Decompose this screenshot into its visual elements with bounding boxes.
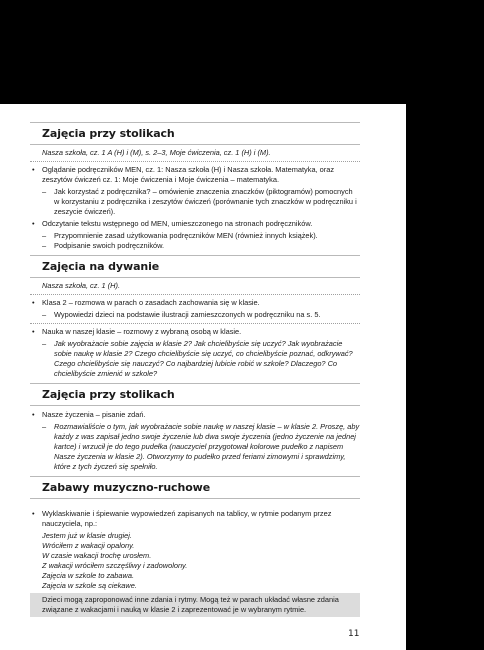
bullet-text: Oglądanie podręczników MEN, cz. 1: Nasza szkoła (H) i Nasza szkoła. Matematyka, oraz zeszytów ćwiczeń cz. 1: Moje ćwiczenia i Moje ćwiczenia – matematyka. xyxy=(42,165,335,184)
section-title: Zajęcia przy stolikach xyxy=(42,127,175,140)
section-title: Zabawy muzyczno-ruchowe xyxy=(42,481,211,494)
dash-item xyxy=(30,310,360,320)
dash-text: Podpisanie swoich podręczników. xyxy=(54,241,165,250)
bullet-item xyxy=(30,327,360,337)
example-sentence: Zajęcia w szkole to zabawa. xyxy=(42,571,135,580)
document-page xyxy=(0,104,406,650)
page-number: 11 xyxy=(348,629,360,639)
bullet-icon: • xyxy=(32,509,35,518)
section-rule xyxy=(30,383,360,384)
dash-item xyxy=(30,187,360,217)
section-rule xyxy=(30,277,360,278)
right-black-strip xyxy=(406,104,484,650)
section-title: Zajęcia przy stolikach xyxy=(42,388,175,401)
bullet-icon: • xyxy=(32,165,35,174)
materials-note: Nasza szkoła, cz. 1 A (H) i (M), s. 2–3, Moje ćwiczenia, cz. 1 (H) i (M). xyxy=(42,148,271,157)
section-rule xyxy=(30,122,360,123)
dash-text: Jak wyobrażacie sobie zajęcia w klasie 2? Jak chcielibyście się uczyć? Jak wyobrażacie sobie naukę w klasie 2? Czego chcielibyście się uczyć, co chcielibyście poznać, odkrywać? Czego chcielibyście się nauczyć? Co najbardziej lubicie robić w szkole? Dlaczego? Co chcielibyście zmienić w szkole? xyxy=(54,339,353,378)
dash-icon: – xyxy=(42,422,47,431)
page-content xyxy=(30,122,360,617)
dash-icon: – xyxy=(42,310,47,319)
dash-icon: – xyxy=(42,241,47,250)
bullet-item xyxy=(30,410,360,420)
dash-text: Jak korzystać z podręcznika? – omówienie znaczenia znaczków (piktogramów) pomocnych w korzystaniu z podręcznika i zeszytów ćwiczeń (porównanie tych znaczków w podręczniku i zeszycie ćwiczeń). xyxy=(54,187,357,216)
spacer xyxy=(30,499,360,507)
section-rule xyxy=(30,476,360,477)
dash-text: Rozmawialiście o tym, jak wyobrażacie sobie naukę w naszej klasie – w klasie 2. Proszę, aby każdy z was zapisał jedno swoje życzenie lub dwa swoje życzenia (jedno życzenie na jednej kartce) i wrzucił je do tego pudełka (nauczyciel przygotował kolorowe pudełko z napisem Nasze życzenia w klasie 2). Otworzymy to pudełko przed feriami zimowymi i sprawdzimy, które z tych życzeń się spełniło. xyxy=(54,422,360,471)
dash-icon: – xyxy=(42,339,47,348)
dash-icon: – xyxy=(42,231,47,240)
dash-item xyxy=(30,422,360,472)
bullet-text: Wyklaskiwanie i śpiewanie wypowiedzeń zapisanych na tablicy, w rytmie podanym przez nauczyciela, np.: xyxy=(42,509,332,528)
dash-text: Wypowiedzi dzieci na podstawie ilustracji zamieszczonych w podręczniku na s. 5. xyxy=(54,310,321,319)
bullet-text: Nasze życzenia – pisanie zdań. xyxy=(42,410,146,419)
example-sentence: W czasie wakacji trochę urosłem. xyxy=(42,551,152,560)
dotted-separator xyxy=(30,294,360,295)
section-rule xyxy=(30,144,360,145)
bullet-text: Klasa 2 – rozmowa w parach o zasadach zachowania się w klasie. xyxy=(42,298,260,307)
bullet-item xyxy=(30,509,360,529)
bullet-icon: • xyxy=(32,410,35,419)
bullet-icon: • xyxy=(32,327,35,336)
dash-icon: – xyxy=(42,187,47,196)
dotted-separator xyxy=(30,161,360,162)
dash-text: Przypomnienie zasad użytkowania podręczników MEN (również innych książek). xyxy=(54,231,318,240)
top-black-bar xyxy=(0,0,484,104)
section-title: Zajęcia na dywanie xyxy=(42,260,160,273)
bullet-icon: • xyxy=(32,219,35,228)
bullet-text: Nauka w naszej klasie – rozmowy z wybraną osobą w klasie. xyxy=(42,327,242,336)
bullet-item xyxy=(30,165,360,185)
example-sentence: Zajęcia w szkole są ciekawe. xyxy=(42,581,137,590)
example-sentence: Z wakacji wróciłem szczęśliwy i zadowolony. xyxy=(42,561,188,570)
dotted-separator xyxy=(30,323,360,324)
example-sentence: Jestem już w klasie drugiej. xyxy=(42,531,132,540)
materials-note: Nasza szkoła, cz. 1 (H). xyxy=(42,281,121,290)
dash-item xyxy=(30,231,360,241)
bullet-text: Odczytanie tekstu wstępnego od MEN, umieszczonego na stronach podręczników. xyxy=(42,219,313,228)
example-sentence: Wróciłem z wakacji opalony. xyxy=(42,541,135,550)
dash-item xyxy=(30,339,360,379)
gray-note-box: Dzieci mogą zaproponować inne zdania i rytmy. Mogą też w parach układać własne zdania związane z wakacjami i nauką w klasie 2 i zaprezentować je w wybranym rytmie. xyxy=(30,593,360,617)
bullet-icon: • xyxy=(32,298,35,307)
bullet-item xyxy=(30,219,360,229)
dash-item xyxy=(30,241,360,251)
section-rule xyxy=(30,405,360,406)
bullet-item xyxy=(30,298,360,308)
section-rule xyxy=(30,255,360,256)
